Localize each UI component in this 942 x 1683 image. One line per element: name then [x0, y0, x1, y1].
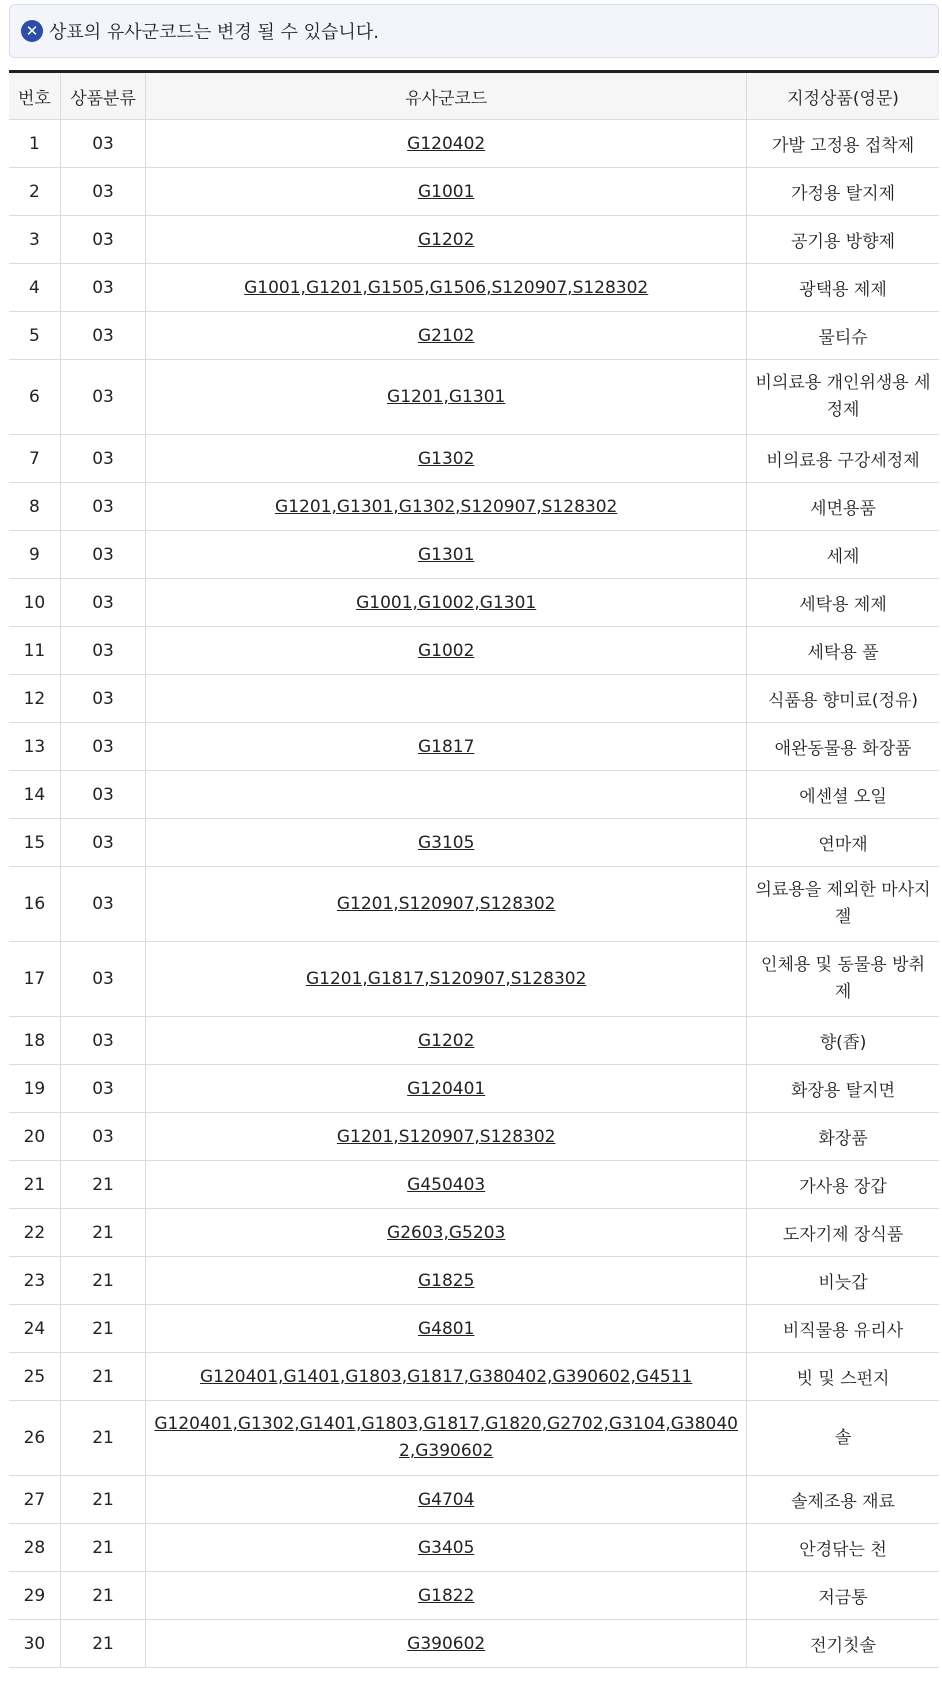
row-number: 21 — [9, 1161, 60, 1209]
row-product: 광택용 제제 — [747, 264, 939, 312]
row-number: 14 — [9, 771, 60, 819]
similar-code-link[interactable]: G4704 — [417, 1489, 475, 1510]
header-class: 상품분류 — [60, 72, 146, 120]
row-number: 29 — [9, 1572, 60, 1620]
similar-code-link[interactable]: G1001,G1002,G1301 — [356, 592, 537, 613]
notice-text: 상표의 유사군코드는 변경 될 수 있습니다. — [49, 22, 379, 43]
similar-code-link[interactable]: G1201,S120907,S128302 — [336, 893, 556, 914]
row-class: 03 — [60, 264, 146, 312]
row-number: 12 — [9, 675, 60, 723]
table-row — [9, 312, 939, 360]
similar-code-link[interactable]: G3105 — [417, 832, 475, 853]
row-class: 21 — [60, 1620, 146, 1668]
row-number: 24 — [9, 1305, 60, 1353]
table-row — [9, 531, 939, 579]
table-row — [9, 819, 939, 867]
row-class: 03 — [60, 483, 146, 531]
table-row — [9, 579, 939, 627]
similar-code-link[interactable]: G1201,G1301,G1302,S120907,S128302 — [275, 496, 618, 517]
row-similar-code-cell — [146, 360, 747, 435]
row-number: 9 — [9, 531, 60, 579]
row-class: 03 — [60, 360, 146, 435]
similar-code-link[interactable]: G1202 — [417, 229, 475, 250]
row-similar-code-cell — [146, 627, 747, 675]
row-product: 애완동물용 화장품 — [747, 723, 939, 771]
row-similar-code-cell — [146, 1620, 747, 1668]
row-product: 솔 — [747, 1401, 939, 1476]
row-number: 23 — [9, 1257, 60, 1305]
row-class: 03 — [60, 771, 146, 819]
similar-code-link[interactable]: G1201,G1817,S120907,S128302 — [305, 968, 587, 989]
close-circle-icon: ✕ — [21, 20, 43, 42]
table-row — [9, 1476, 939, 1524]
table-row — [9, 942, 939, 1017]
row-product: 세탁용 제제 — [747, 579, 939, 627]
table-row — [9, 1017, 939, 1065]
row-number: 13 — [9, 723, 60, 771]
row-similar-code-cell — [146, 1209, 747, 1257]
row-similar-code-cell — [146, 819, 747, 867]
row-similar-code-cell — [146, 1161, 747, 1209]
row-number: 3 — [9, 216, 60, 264]
row-number: 1 — [9, 120, 60, 168]
similar-code-link[interactable]: G1201,S120907,S128302 — [336, 1126, 556, 1147]
row-product: 향(香) — [747, 1017, 939, 1065]
notice-banner — [9, 4, 939, 58]
row-product: 저금통 — [747, 1572, 939, 1620]
similar-code-table — [9, 70, 939, 1668]
row-similar-code-cell — [146, 435, 747, 483]
row-similar-code-cell — [146, 1113, 747, 1161]
row-class: 21 — [60, 1257, 146, 1305]
table-row — [9, 120, 939, 168]
similar-code-link[interactable]: G1001,G1201,G1505,G1506,S120907,S128302 — [244, 277, 649, 298]
row-similar-code-cell — [146, 168, 747, 216]
similar-code-link[interactable]: G3405 — [417, 1537, 475, 1558]
row-number: 18 — [9, 1017, 60, 1065]
similar-code-link[interactable]: G1002 — [417, 640, 475, 661]
row-class: 03 — [60, 120, 146, 168]
row-similar-code-cell — [146, 675, 747, 723]
row-number: 30 — [9, 1620, 60, 1668]
table-row — [9, 264, 939, 312]
row-number: 17 — [9, 942, 60, 1017]
row-class: 03 — [60, 723, 146, 771]
row-class: 03 — [60, 819, 146, 867]
similar-code-link[interactable]: G1822 — [417, 1585, 475, 1606]
similar-code-link[interactable]: G1302 — [417, 448, 475, 469]
similar-code-link[interactable]: G390602 — [407, 1633, 486, 1654]
row-product: 에센셜 오일 — [747, 771, 939, 819]
row-product: 세탁용 풀 — [747, 627, 939, 675]
row-product: 가발 고정용 접착제 — [747, 120, 939, 168]
row-class: 03 — [60, 216, 146, 264]
row-similar-code-cell — [146, 1065, 747, 1113]
row-number: 25 — [9, 1353, 60, 1401]
row-similar-code-cell — [146, 1476, 747, 1524]
row-product: 인체용 및 동물용 방취제 — [747, 942, 939, 1017]
similar-code-link[interactable]: G450403 — [407, 1174, 486, 1195]
row-class: 21 — [60, 1572, 146, 1620]
row-similar-code-cell — [146, 120, 747, 168]
row-product: 세면용품 — [747, 483, 939, 531]
row-number: 4 — [9, 264, 60, 312]
row-class: 03 — [60, 675, 146, 723]
row-number: 27 — [9, 1476, 60, 1524]
row-number: 7 — [9, 435, 60, 483]
row-similar-code-cell — [146, 1017, 747, 1065]
row-class: 03 — [60, 531, 146, 579]
table-row — [9, 1572, 939, 1620]
similar-code-link[interactable]: G2603,G5203 — [387, 1222, 506, 1243]
row-class: 03 — [60, 942, 146, 1017]
row-class: 21 — [60, 1305, 146, 1353]
row-class: 21 — [60, 1524, 146, 1572]
header-number: 번호 — [9, 72, 60, 120]
table-row — [9, 1065, 939, 1113]
table-row — [9, 627, 939, 675]
row-class: 03 — [60, 168, 146, 216]
row-product: 가정용 탈지제 — [747, 168, 939, 216]
row-product: 연마재 — [747, 819, 939, 867]
row-product: 비늣갑 — [747, 1257, 939, 1305]
row-similar-code-cell — [146, 1524, 747, 1572]
table-row — [9, 435, 939, 483]
row-product: 빗 및 스펀지 — [747, 1353, 939, 1401]
row-similar-code-cell — [146, 216, 747, 264]
similar-code-link[interactable]: G2102 — [417, 325, 475, 346]
similar-code-link[interactable]: G120401 — [407, 1078, 486, 1099]
row-product: 가사용 장갑 — [747, 1161, 939, 1209]
similar-code-link[interactable]: G1825 — [417, 1270, 475, 1291]
table-row — [9, 1353, 939, 1401]
table-row — [9, 1161, 939, 1209]
table-row — [9, 723, 939, 771]
row-product: 비직물용 유리사 — [747, 1305, 939, 1353]
row-number: 5 — [9, 312, 60, 360]
row-number: 19 — [9, 1065, 60, 1113]
row-similar-code-cell — [146, 312, 747, 360]
row-number: 2 — [9, 168, 60, 216]
table-row — [9, 168, 939, 216]
row-class: 21 — [60, 1401, 146, 1476]
row-product: 비의료용 구강세정제 — [747, 435, 939, 483]
row-product: 공기용 방향제 — [747, 216, 939, 264]
row-product: 화장품 — [747, 1113, 939, 1161]
row-number: 15 — [9, 819, 60, 867]
row-class: 03 — [60, 627, 146, 675]
table-row — [9, 1620, 939, 1668]
table-row — [9, 675, 939, 723]
row-similar-code-cell — [146, 483, 747, 531]
table-row — [9, 1257, 939, 1305]
row-similar-code-cell — [146, 1572, 747, 1620]
table-row — [9, 1524, 939, 1572]
row-similar-code-cell — [146, 867, 747, 942]
row-class: 03 — [60, 579, 146, 627]
row-similar-code-cell — [146, 1353, 747, 1401]
table-row — [9, 360, 939, 435]
row-number: 10 — [9, 579, 60, 627]
row-product: 도자기제 장식품 — [747, 1209, 939, 1257]
row-number: 28 — [9, 1524, 60, 1572]
similar-code-link[interactable]: G1817 — [417, 736, 475, 757]
table-row — [9, 771, 939, 819]
row-number: 20 — [9, 1113, 60, 1161]
row-number: 11 — [9, 627, 60, 675]
row-number: 22 — [9, 1209, 60, 1257]
row-class: 21 — [60, 1353, 146, 1401]
row-similar-code-cell — [146, 1257, 747, 1305]
table-header-row — [9, 72, 939, 120]
similar-code-link[interactable]: G1202 — [417, 1030, 475, 1051]
row-product: 안경닦는 천 — [747, 1524, 939, 1572]
table-row — [9, 216, 939, 264]
header-product: 지정상품(영문) — [747, 72, 939, 120]
row-similar-code-cell — [146, 531, 747, 579]
row-class: 21 — [60, 1476, 146, 1524]
row-number: 8 — [9, 483, 60, 531]
row-similar-code-cell — [146, 1401, 747, 1476]
row-class: 21 — [60, 1209, 146, 1257]
row-product: 화장용 탈지면 — [747, 1065, 939, 1113]
similar-code-link[interactable]: G1001 — [417, 181, 475, 202]
row-product: 식품용 향미료(정유) — [747, 675, 939, 723]
row-product: 물티슈 — [747, 312, 939, 360]
row-number: 16 — [9, 867, 60, 942]
row-number: 6 — [9, 360, 60, 435]
row-class: 21 — [60, 1161, 146, 1209]
table-row — [9, 867, 939, 942]
row-similar-code-cell — [146, 771, 747, 819]
row-similar-code-cell — [146, 723, 747, 771]
row-similar-code-cell — [146, 942, 747, 1017]
header-similar-code: 유사군코드 — [146, 72, 747, 120]
row-product: 의료용을 제외한 마사지 젤 — [747, 867, 939, 942]
table-row — [9, 1209, 939, 1257]
similar-code-link[interactable]: G120401,G1401,G1803,G1817,G380402,G390602,G4511 — [199, 1366, 693, 1387]
row-class: 03 — [60, 1017, 146, 1065]
row-class: 03 — [60, 1113, 146, 1161]
table-row — [9, 1305, 939, 1353]
row-class: 03 — [60, 435, 146, 483]
row-similar-code-cell — [146, 579, 747, 627]
row-product: 세제 — [747, 531, 939, 579]
row-similar-code-cell — [146, 1305, 747, 1353]
row-class: 03 — [60, 312, 146, 360]
row-similar-code-cell — [146, 264, 747, 312]
row-product: 솔제조용 재료 — [747, 1476, 939, 1524]
table-row — [9, 483, 939, 531]
table-row — [9, 1401, 939, 1476]
similar-code-link[interactable]: G120402 — [407, 133, 486, 154]
similar-code-link[interactable]: G1201,G1301 — [387, 386, 506, 407]
similar-code-link[interactable]: G1301 — [417, 544, 475, 565]
similar-code-link[interactable]: G120401,G1302,G1401,G1803,G1817,G1820,G2702,G3104,G380402,G390602 — [154, 1414, 738, 1461]
row-product: 전기칫솔 — [747, 1620, 939, 1668]
row-class: 03 — [60, 867, 146, 942]
row-number: 26 — [9, 1401, 60, 1476]
table-row — [9, 1113, 939, 1161]
row-product: 비의료용 개인위생용 세정제 — [747, 360, 939, 435]
similar-code-link[interactable]: G4801 — [417, 1318, 475, 1339]
row-class: 03 — [60, 1065, 146, 1113]
